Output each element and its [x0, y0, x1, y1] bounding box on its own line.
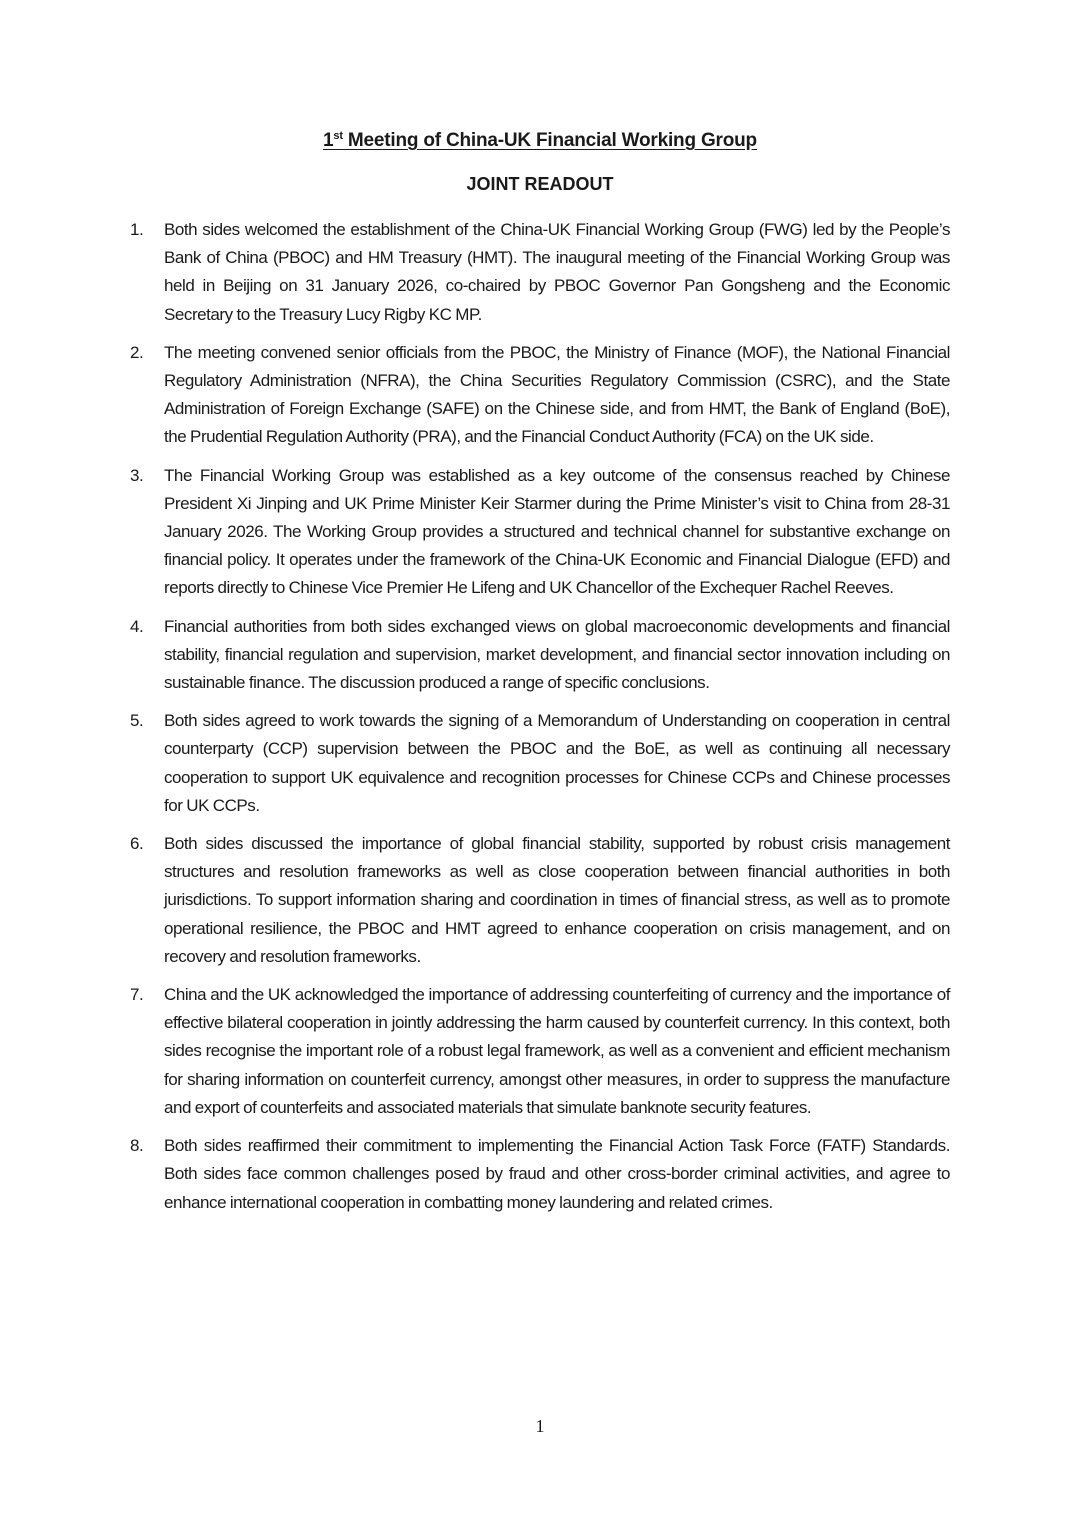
paragraph-text: The meeting convened senior officials from the PBOC, the Ministry of Finance (MOF), the National Financial Regulatory Administration (NFRA), the China Securities Regulatory Commission (CSRC), and the State Administration of Foreign Exchange (SAFE) on the Chinese side, and from HMT, the Bank of England (BoE), the Prudential Regulation Authority (PRA), and the Financial Conduct Authority (FCA) on the UK side. [164, 342, 950, 447]
paragraph-number: 8. [130, 1136, 144, 1156]
paragraph-number: 1. [130, 220, 144, 239]
paragraph-text: Both sides welcomed the establishment of the China-UK Financial Working Group (FWG) led by the People’s Bank of China (PBOC) and HM Treasury (HMT). The inaugural meeting of the Financial Working Group was held in Beijing on 31 January 2026, co-chaired by PBOC Governor Pan Gongsheng and the Economic Secretary to the Treasury Lucy Rigby KC MP. [164, 220, 950, 324]
paragraph-3 [130, 462, 950, 603]
paragraph-text: The Financial Working Group was established as a key outcome of the consensus reached by Chinese President Xi Jinping and UK Prime Minister Keir Starmer during the Prime Minister’s visit to China from 28-31 January 2026. The Working Group provides a structured and technical channel for substantive exchange on financial policy. It operates under the framework of the China-UK Economic and Financial Dialogue (EFD) and reports directly to Chinese Vice Premier He Lifeng and UK Chancellor of the Exchequer Rachel Reeves. [164, 465, 950, 598]
title-ordinal: 1 [323, 130, 334, 151]
paragraph-text: Both sides reaffirmed their commitment to implementing the Financial Action Task Force (FATF) Standards. Both sides face common challenges posed by fraud and other cross-border criminal activities, and agree to enhance international cooperation in combatting money laundering and related crimes. [164, 1136, 950, 1212]
paragraph-number: 4. [130, 616, 144, 636]
document-subtitle: JOINT READOUT [466, 174, 614, 194]
paragraph-number: 6. [130, 834, 144, 854]
paragraph-number: 5. [130, 711, 144, 731]
title-text: Meeting of China-UK Financial Working Group [342, 130, 757, 151]
paragraph-4 [130, 613, 950, 698]
paragraph-6 [130, 830, 950, 971]
paragraph-number: 3. [130, 465, 144, 485]
paragraph-text: Both sides agreed to work towards the signing of a Memorandum of Understanding on cooperation in central counterparty (CCP) supervision between the PBOC and the BoE, as well as continuing all necessary cooperation to support UK equivalence and recognition processes for Chinese CCPs and Chinese processes for UK CCPs. [164, 711, 950, 815]
paragraph-text: China and the UK acknowledged the importance of addressing counterfeiting of currency and the importance of effective bilateral cooperation in jointly addressing the harm caused by counterfeit currency. In this context, both sides recognise the important role of a robust legal framework, as well as a convenient and efficient mechanism for sharing information on counterfeit currency, amongst other measures, in order to suppress the manufacture and export of counterfeits and associated materials that simulate banknote security features. [164, 985, 950, 1117]
paragraph-text: Both sides discussed the importance of global financial stability, supported by robust crisis management structures and resolution frameworks as well as close cooperation between financial authorities in both jurisdictions. To support information sharing and coordination in times of financial stress, as well as to promote operational resilience, the PBOC and HMT agreed to enhance cooperation on crisis management, and on recovery and resolution frameworks. [164, 834, 950, 966]
paragraph-8 [130, 1132, 950, 1217]
numbered-paragraph-list [130, 216, 950, 1227]
paragraph-text: Financial authorities from both sides exchanged views on global macroeconomic developments and financial stability, financial regulation and supervision, market development, and financial sector innovation including on sustainable finance. The discussion produced a range of specific conclusions. [164, 616, 950, 693]
paragraph-1 [130, 216, 950, 329]
paragraph-number: 7. [130, 985, 144, 1005]
paragraph-5 [130, 707, 950, 820]
title-ordinal-suffix: st [333, 130, 343, 142]
document-title [0, 130, 1080, 152]
page-number: 1 [535, 1416, 545, 1436]
paragraph-number: 2. [130, 342, 144, 362]
paragraph-2 [130, 339, 950, 452]
paragraph-7 [130, 981, 950, 1122]
